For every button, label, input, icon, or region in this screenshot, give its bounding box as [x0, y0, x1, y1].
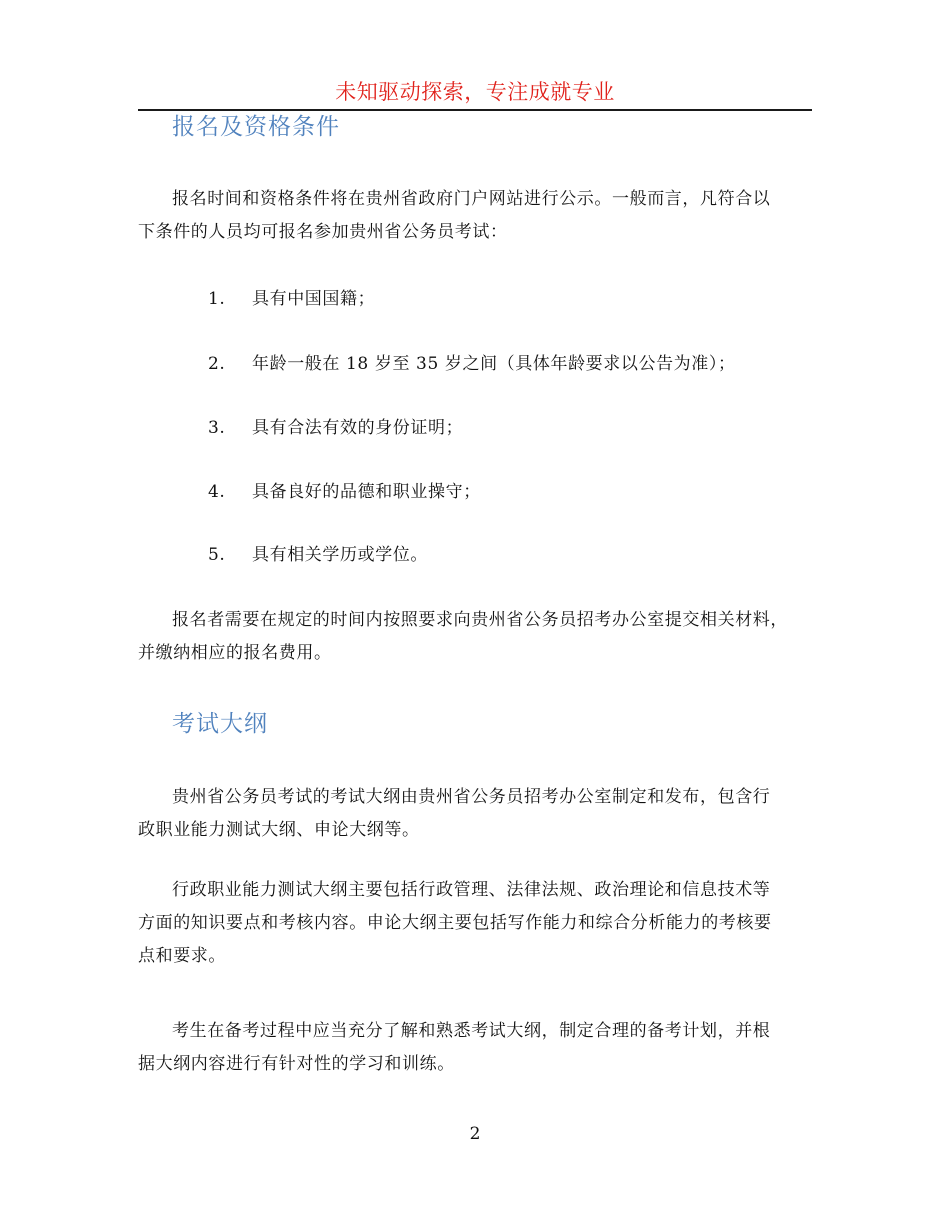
page-number: 2 [469, 1124, 481, 1144]
paragraph-line: 报名时间和资格条件将在贵州省政府门户网站进行公示。一般而言，凡符合以 [172, 189, 771, 209]
paragraph-line: 考生在备考过程中应当充分了解和熟悉考试大纲，制定合理的备考计划，并根 [172, 1021, 771, 1041]
list-item-text: 具有中国国籍； [252, 289, 376, 309]
paragraph-registration-intro [138, 183, 812, 249]
list-item-text: 年龄一般在 18 岁至 35 岁之间（具体年龄要求以公告为准）； [252, 354, 736, 374]
paragraph-line: 贵州省公务员考试的考试大纲由贵州省公务员招考办公室制定和发布，包含行 [172, 787, 771, 807]
list-item [208, 287, 375, 311]
list-item [208, 480, 481, 504]
paragraph-syllabus-3 [138, 1015, 812, 1081]
list-item [208, 416, 463, 440]
list-item-number: 4. [208, 482, 226, 502]
header-slogan: 未知驱动探索，专注成就专业 [335, 80, 615, 104]
paragraph-line: 并缴纳相应的报名费用。 [138, 643, 332, 663]
paragraph-registration-closing [138, 604, 812, 670]
paragraph-line: 点和要求。 [138, 946, 226, 966]
list-item-text: 具有合法有效的身份证明； [252, 418, 464, 438]
list-item [208, 352, 736, 376]
list-item-number: 1. [208, 289, 226, 309]
paragraph-line: 方面的知识要点和考核内容。申论大纲主要包括写作能力和综合分析能力的考核要 [138, 913, 772, 933]
paragraph-line: 政职业能力测试大纲、申论大纲等。 [138, 820, 420, 840]
section-heading-syllabus: 考试大纲 [172, 711, 268, 737]
paragraph-line: 下条件的人员均可报名参加贵州省公务员考试： [138, 222, 508, 242]
list-item-number: 5. [208, 545, 226, 565]
list-item-number: 2. [208, 354, 226, 374]
paragraph-syllabus-1 [138, 781, 812, 847]
section-heading-registration: 报名及资格条件 [172, 114, 340, 140]
paragraph-line: 据大纲内容进行有针对性的学习和训练。 [138, 1054, 455, 1074]
list-item [208, 543, 428, 567]
list-item-text: 具有相关学历或学位。 [252, 545, 428, 565]
list-item-text: 具备良好的品德和职业操守； [252, 482, 481, 502]
paragraph-line: 报名者需要在规定的时间内按照要求向贵州省公务员招考办公室提交相关材料， [172, 610, 788, 630]
paragraph-syllabus-2 [138, 874, 812, 973]
list-item-number: 3. [208, 418, 226, 438]
paragraph-line: 行政职业能力测试大纲主要包括行政管理、法律法规、政治理论和信息技术等 [172, 880, 771, 900]
